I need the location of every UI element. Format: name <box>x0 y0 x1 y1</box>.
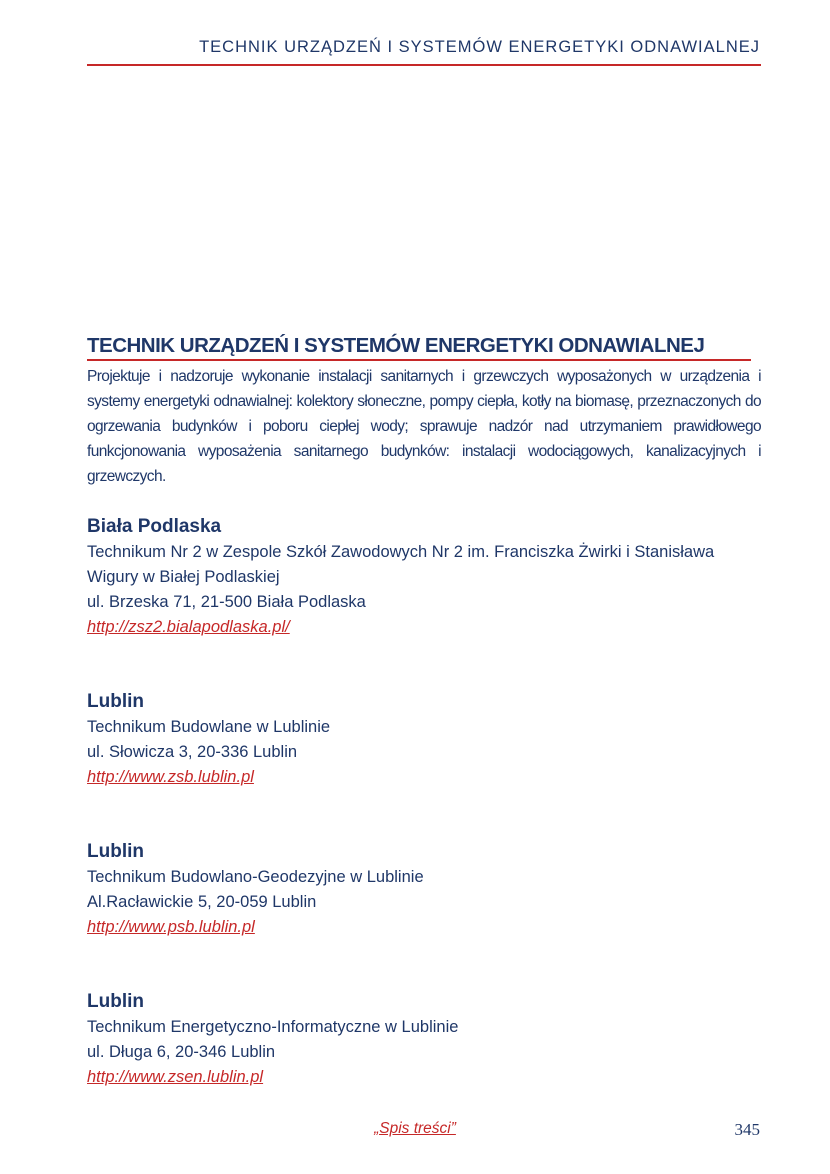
school-website-link[interactable]: http://www.psb.lublin.pl <box>87 918 255 936</box>
school-website-link[interactable]: http://www.zsen.lublin.pl <box>87 1068 264 1086</box>
school-website-link[interactable]: http://www.zsb.lublin.pl <box>87 768 254 786</box>
school-name: Technikum Budowlano-Geodezyjne w Lublinie <box>87 868 424 886</box>
school-city: Biała Podlaska <box>87 516 222 537</box>
school-entry <box>87 839 761 940</box>
school-name: Technikum Energetyczno-Informatyczne w Lublinie <box>87 1018 459 1036</box>
school-name: Technikum Nr 2 w Zespole Szkół Zawodowych Nr 2 im. Franciszka Żwirki i Stanisława Wigury w Białej Podlaskiej <box>87 543 715 586</box>
school-address: ul. Długa 6, 20-346 Lublin <box>87 1043 276 1061</box>
title-underline <box>87 359 751 361</box>
header-divider <box>87 64 761 66</box>
school-address: Al.Racławickie 5, 20-059 Lublin <box>87 893 317 911</box>
page-number: 345 <box>734 1120 760 1139</box>
school-city: Lublin <box>87 991 144 1012</box>
school-website-link[interactable]: http://zsz2.bialapodlaska.pl/ <box>87 618 290 636</box>
school-name: Technikum Budowlane w Lublinie <box>87 718 331 736</box>
school-entry <box>87 514 761 640</box>
school-entry <box>87 989 761 1090</box>
section-description: Projektuje i nadzoruje wykonanie instalacji sanitarnych i grzewczych wyposażonych w urządzenia i systemy energetyki odnawialnej: kolektory słoneczne, pompy ciepła, kotły na biomasę, przeznaczonych do ogrzewania budynków i poboru ciepłej wody; sprawuje nadzór nad utrzymaniem prawidłowego funkcjonowania wyposażenia sanitarnego budynków: instalacji wodociągowych, kanalizacyjnych i grzewczych. <box>87 368 761 485</box>
school-entry <box>87 689 761 790</box>
school-address: ul. Słowicza 3, 20-336 Lublin <box>87 743 298 761</box>
running-header: TECHNIK URZĄDZEŃ I SYSTEMÓW ENERGETYKI ODNAWIALNEJ <box>199 38 760 56</box>
school-city: Lublin <box>87 691 144 712</box>
school-city: Lublin <box>87 841 144 862</box>
table-of-contents-link[interactable]: „Spis treści” <box>374 1120 456 1137</box>
section-title: TECHNIK URZĄDZEŃ I SYSTEMÓW ENERGETYKI ODNAWIALNEJ <box>87 334 705 357</box>
school-address: ul. Brzeska 71, 21-500 Biała Podlaska <box>87 593 366 611</box>
